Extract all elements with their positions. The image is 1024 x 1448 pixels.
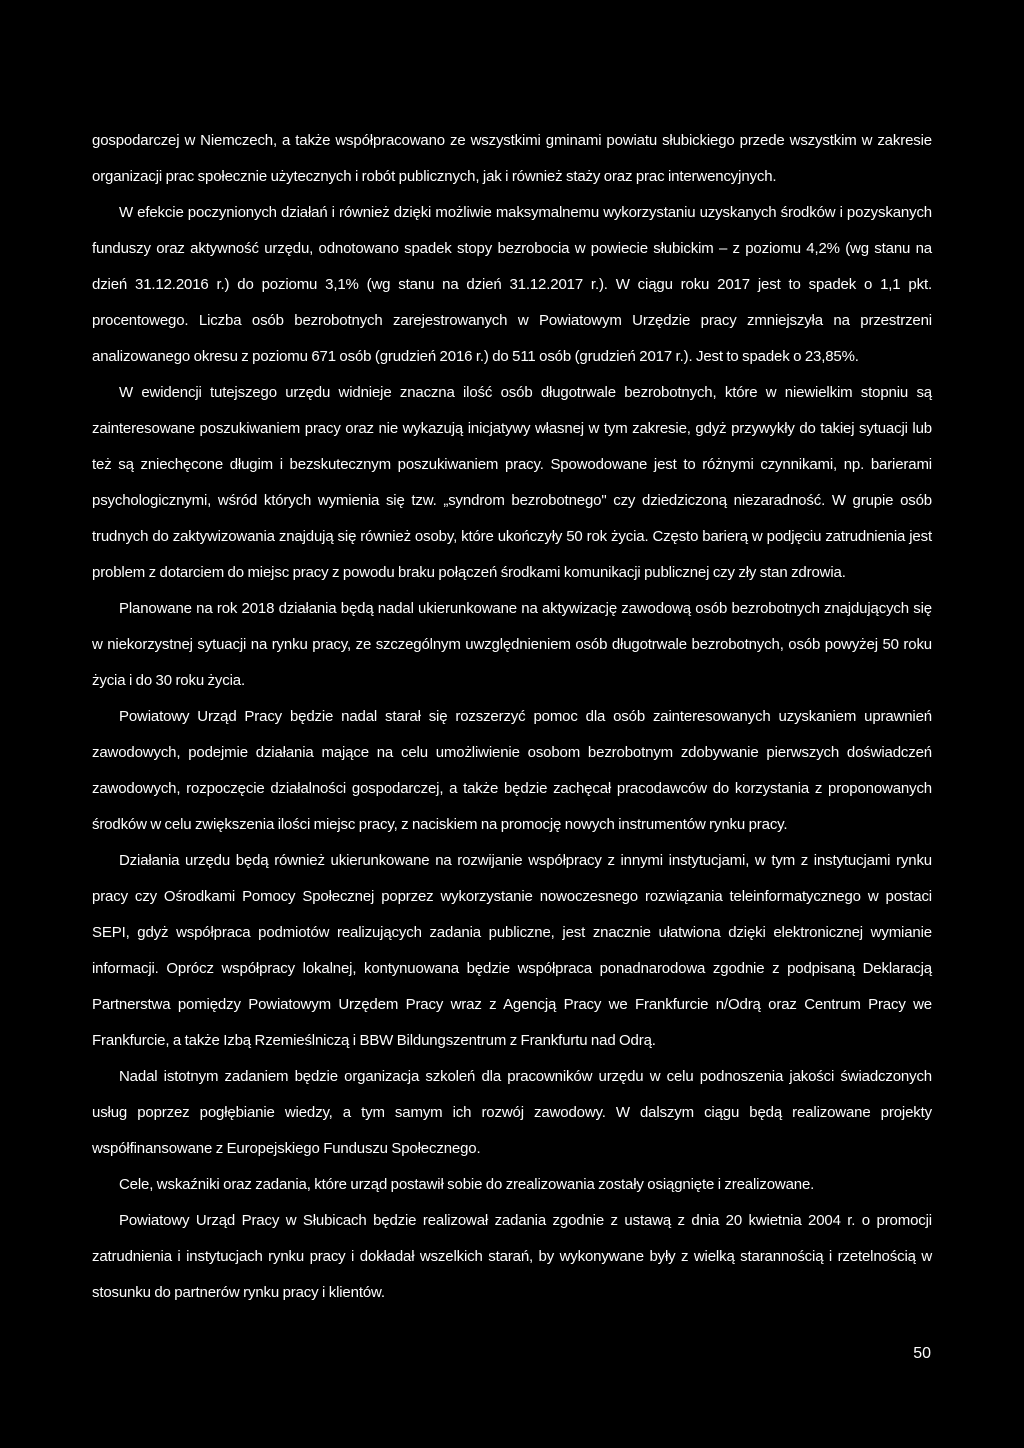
paragraph-statutory-tasks: Powiatowy Urząd Pracy w Słubicach będzie realizował zadania zgodnie z ustawą z dnia 20 kwietnia 2004 r. o promocji zatrudnienia i instytucjach rynku pracy i dokładał wszelkich starań, by wykonywane były z wielką starannością i rzetelnością w stosunku do partnerów rynku pracy i klientów.	[92, 1212, 932, 1301]
paragraph-cooperation: Działania urzędu będą również ukierunkowane na rozwijanie współpracy z innymi instytucjami, w tym z instytucjami rynku pracy czy Ośrodkami Pomocy Społecznej poprzez wykorzystanie nowoczesnego rozwiązania teleinformatycznego w postaci SEPI, gdyż współpraca podmiotów realizujących zadania publiczne, jest znacznie ułatwiona dzięki elektronicznej wymianie informacji. Oprócz współpracy lokalnej, kontynuowana będzie współpraca ponadnarodowa zgodnie z podpisaną Deklaracją Partnerstwa pomiędzy Powiatowym Urzędem Pracy wraz z Agencją Pracy we Frankfurcie n/Odrą oraz Centrum Pracy we Frankfurcie, a także Izbą Rzemieślniczą i BBW Bildungszentrum z Frankfurtu nad Odrą.	[92, 852, 932, 1049]
document-body	[92, 123, 932, 1311]
page-number: 50	[913, 1345, 931, 1362]
paragraph-continuation: gospodarczej w Niemczech, a także współpracowano ze wszystkimi gminami powiatu słubickiego przede wszystkim w zakresie organizacji prac społecznie użytecznych i robót publicznych, jak i również staży oraz prac interwencyjnych.	[92, 132, 932, 185]
paragraph-goals-achieved: Cele, wskaźniki oraz zadania, które urząd postawił sobie do zrealizowania zostały osiągnięte i zrealizowane.	[119, 1176, 815, 1193]
paragraph-staff-training: Nadal istotnym zadaniem będzie organizacja szkoleń dla pracowników urzędu w celu podnoszenia jakości świadczonych usług poprzez pogłębianie wiedzy, a tym samym ich rozwój zawodowy. W dalszym ciągu będą realizowane projekty współfinansowane z Europejskiego Funduszu Społecznego.	[92, 1068, 932, 1157]
paragraph-plans-2018: Planowane na rok 2018 działania będą nadal ukierunkowane na aktywizację zawodową osób bezrobotnych znajdujących się w niekorzystnej sytuacji na rynku pracy, ze szczególnym uwzględnieniem osób długotrwale bezrobotnych, osób powyżej 50 roku życia i do 30 roku życia.	[92, 600, 932, 689]
paragraph-professional-support: Powiatowy Urząd Pracy będzie nadal starał się rozszerzyć pomoc dla osób zainteresowanych uzyskaniem uprawnień zawodowych, podejmie działania mające na celu umożliwienie osobom bezrobotnym zdobywanie pierwszych doświadczeń zawodowych, rozpoczęcie działalności gospodarczej, a także będzie zachęcał pracodawców do korzystania z proponowanych środków w celu zwiększenia ilości miejsc pracy, z naciskiem na promocję nowych instrumentów rynku pracy.	[92, 708, 932, 833]
paragraph-long-term-unemployed: W ewidencji tutejszego urzędu widnieje znaczna ilość osób długotrwale bezrobotnych, które w niewielkim stopniu są zainteresowane poszukiwaniem pracy oraz nie wykazują inicjatywy własnej w tym zakresie, gdyż przywykły do takiej sytuacji lub też są zniechęcone długim i bezskutecznym poszukiwaniem pracy. Spowodowane jest to różnymi czynnikami, np. barierami psychologicznymi, wśród których wymienia się tzw. „syndrom bezrobotnego" czy dziedziczoną niezaradność. W grupie osób trudnych do zaktywizowania znajdują się również osoby, które ukończyły 50 rok życia. Często barierą w podjęciu zatrudnienia jest problem z dotarciem do miejsc pracy z powodu braku połączeń środkami komunikacji publicznej czy zły stan zdrowia.	[92, 384, 932, 581]
paragraph-unemployment-rate: W efekcie poczynionych działań i również dzięki możliwie maksymalnemu wykorzystaniu uzyskanych środków i pozyskanych funduszy oraz aktywność urzędu, odnotowano spadek stopy bezrobocia w powiecie słubickim – z poziomu 4,2% (wg stanu na dzień 31.12.2016 r.) do poziomu 3,1% (wg stanu na dzień 31.12.2017 r.). W ciągu roku 2017 jest to spadek o 1,1 pkt. procentowego. Liczba osób bezrobotnych zarejestrowanych w Powiatowym Urzędzie pracy zmniejszyła na przestrzeni analizowanego okresu z poziomu 671 osób (grudzień 2016 r.) do 511 osób (grudzień 2017 r.). Jest to spadek o 23,85%.	[92, 204, 932, 365]
